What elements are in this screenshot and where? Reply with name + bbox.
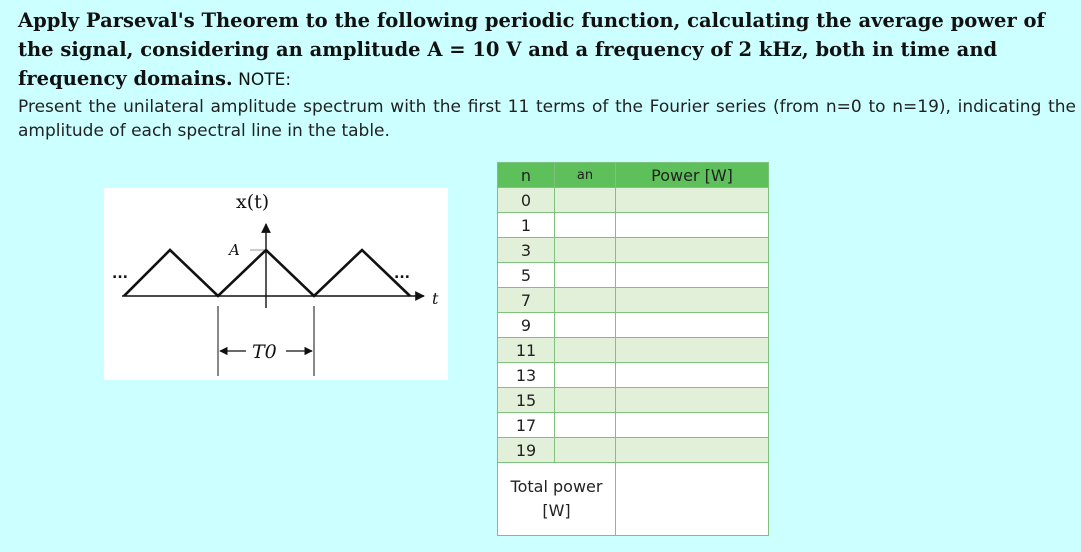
table-row	[498, 363, 769, 388]
row-an[interactable]	[555, 413, 616, 438]
spectrum-table	[497, 162, 769, 536]
row-n: 1	[498, 213, 555, 238]
row-power[interactable]	[616, 388, 769, 413]
period-label: T0	[252, 341, 277, 363]
row-an[interactable]	[555, 313, 616, 338]
triangle-wave-figure	[104, 188, 448, 380]
row-an[interactable]	[555, 388, 616, 413]
row-power[interactable]	[616, 338, 769, 363]
row-n: 9	[498, 313, 555, 338]
table-row	[498, 288, 769, 313]
total-row	[498, 463, 769, 536]
problem-text-part1: Apply Parseval's Theorem to the following periodic function, calculating the average power of the signal, considering an amplitude	[18, 9, 1045, 61]
row-an[interactable]	[555, 213, 616, 238]
problem-heading	[18, 6, 1076, 95]
row-an[interactable]	[555, 263, 616, 288]
y-axis-label: x(t)	[236, 191, 270, 213]
row-an[interactable]	[555, 438, 616, 463]
row-an[interactable]	[555, 238, 616, 263]
row-an[interactable]	[555, 288, 616, 313]
header-power: Power [W]	[616, 163, 769, 188]
problem-text-part2: and a frequency of 2 kHz, both in time and frequency domains.	[18, 38, 998, 90]
row-power[interactable]	[616, 238, 769, 263]
row-power[interactable]	[616, 438, 769, 463]
triangle-waveform	[124, 250, 410, 296]
amplitude-label: A	[229, 241, 240, 259]
total-power-label: Total power [W]	[498, 463, 616, 536]
table-row	[498, 213, 769, 238]
row-n: 5	[498, 263, 555, 288]
header-an: an	[555, 163, 616, 188]
table-row	[498, 238, 769, 263]
row-n: 7	[498, 288, 555, 313]
row-n: 15	[498, 388, 555, 413]
row-an[interactable]	[555, 188, 616, 213]
table-row	[498, 188, 769, 213]
row-n: 13	[498, 363, 555, 388]
table-row	[498, 313, 769, 338]
row-power[interactable]	[616, 213, 769, 238]
row-n: 17	[498, 413, 555, 438]
row-an[interactable]	[555, 363, 616, 388]
row-n: 19	[498, 438, 555, 463]
row-power[interactable]	[616, 363, 769, 388]
problem-statement	[18, 6, 1076, 143]
note-body: Present the unilateral amplitude spectrum with the first 11 terms of the Fourier series (from n=0 to n=19), indicating the amplitude of each spectral line in the table.	[18, 97, 1076, 141]
row-power[interactable]	[616, 313, 769, 338]
triangle-wave-plot	[104, 188, 448, 380]
table-row	[498, 413, 769, 438]
row-power[interactable]	[616, 288, 769, 313]
ellipsis-right: ...	[394, 266, 410, 282]
row-power[interactable]	[616, 263, 769, 288]
total-power-value[interactable]	[616, 463, 769, 536]
row-an[interactable]	[555, 338, 616, 363]
table-row	[498, 263, 769, 288]
time-label: t	[432, 289, 439, 308]
amplitude-expression: A = 10 V	[427, 38, 522, 61]
ellipsis-left: ...	[112, 266, 128, 282]
row-power[interactable]	[616, 188, 769, 213]
table-row	[498, 438, 769, 463]
row-power[interactable]	[616, 413, 769, 438]
row-n: 0	[498, 188, 555, 213]
row-n: 3	[498, 238, 555, 263]
spectrum-table-container	[497, 162, 769, 536]
note-label: NOTE:	[232, 70, 292, 90]
table-row	[498, 388, 769, 413]
row-n: 11	[498, 338, 555, 363]
table-row	[498, 338, 769, 363]
table-header-row	[498, 163, 769, 188]
header-n: n	[498, 163, 555, 188]
